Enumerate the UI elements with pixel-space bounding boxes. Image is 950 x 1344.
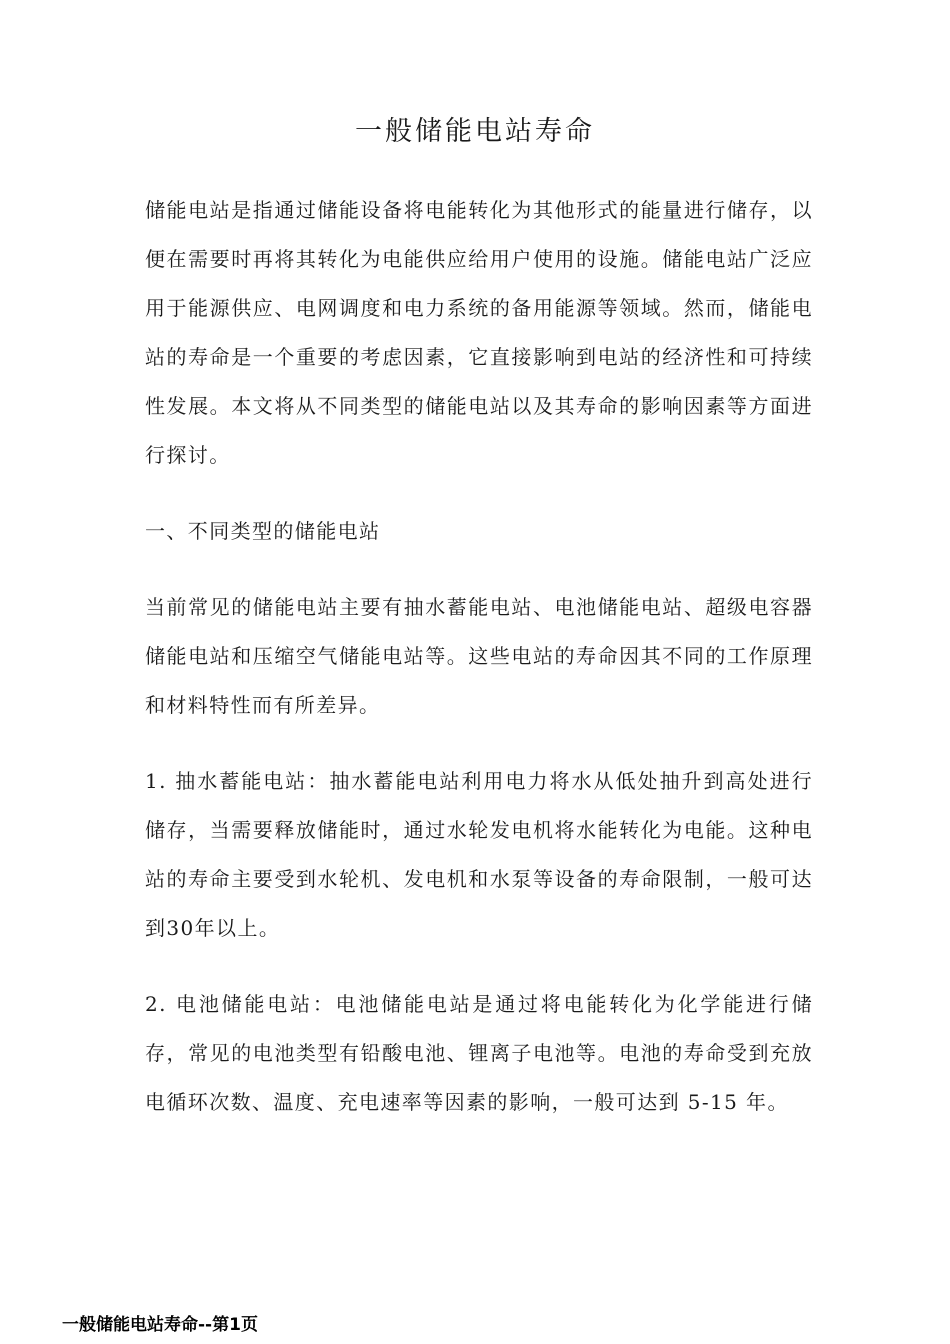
section-1-paragraph: 当前常见的储能电站主要有抽水蓄能电站、电池储能电站、超级电容器储能电站和压缩空气储能电站等。这些电站的寿命因其不同的工作原理和材料特性而有所差异。: [145, 595, 813, 717]
document-body: [145, 186, 813, 1154]
section-heading-1: 一、不同类型的储能电站: [145, 519, 381, 543]
list-item-battery-storage: 2. 电池储能电站：电池储能电站是通过将电能转化为化学能进行储存，常见的电池类型有铅酸电池、锂离子电池等。电池的寿命受到充放电循环次数、温度、充电速率等因素的影响，一般可达到 5-15 年。: [145, 992, 813, 1114]
page-footer: 一般储能电站寿命--第1页: [62, 1315, 258, 1335]
document-title: 一般储能电站寿命: [355, 116, 595, 147]
intro-paragraph: 储能电站是指通过储能设备将电能转化为其他形式的能量进行储存，以便在需要时再将其转化为电能供应给用户使用的设施。储能电站广泛应用于能源供应、电网调度和电力系统的备用能源等领域。然而，储能电站的寿命是一个重要的考虑因素，它直接影响到电站的经济性和可持续性发展。本文将从不同类型的储能电站以及其寿命的影响因素等方面进行探讨。: [145, 198, 813, 467]
list-item-pumped-storage: 1. 抽水蓄能电站：抽水蓄能电站利用电力将水从低处抽升到高处进行储存，当需要释放储能时，通过水轮发电机将水能转化为电能。这种电站的寿命主要受到水轮机、发电机和水泵等设备的寿命限制，一般可达到30年以上。: [145, 769, 813, 940]
